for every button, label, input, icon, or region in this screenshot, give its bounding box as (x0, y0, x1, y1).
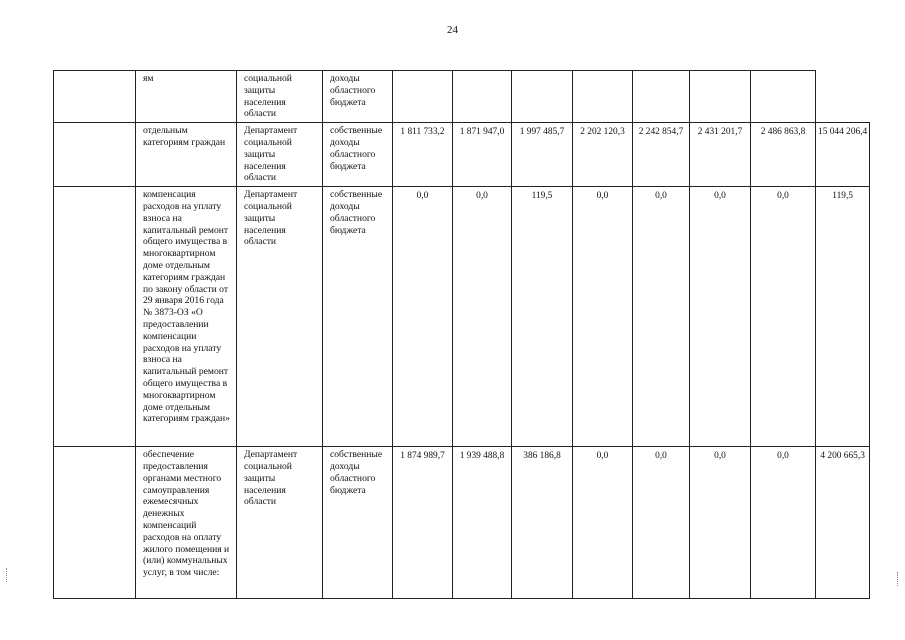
value-cell: 0,0 (633, 447, 690, 599)
value-cell: 119,5 (512, 187, 573, 447)
page-number: 24 (447, 24, 458, 36)
row-empty-cell (54, 187, 136, 447)
value-cell: 0,0 (453, 187, 512, 447)
value-cell: 1 811 733,2 (393, 123, 453, 187)
row-empty-cell (54, 447, 136, 599)
source-cell: собственные доходы областного бюджета (323, 187, 393, 447)
value-cell (633, 71, 690, 123)
value-cell: 0,0 (690, 447, 751, 599)
value-cell: 0,0 (751, 447, 816, 599)
department-cell: Департамент социальной защиты населения области (237, 447, 323, 599)
value-cell: 2 431 201,7 (690, 123, 751, 187)
value-cell (751, 71, 816, 123)
total-cell: 15 044 206,4 (816, 123, 870, 187)
table-row (54, 447, 870, 599)
value-cell: 386 186,8 (512, 447, 573, 599)
table-row (54, 71, 870, 123)
row-empty-cell (54, 71, 136, 123)
program-cell: отдельным категориям граждан (136, 123, 237, 187)
value-cell: 0,0 (751, 187, 816, 447)
value-cell: 0,0 (690, 187, 751, 447)
value-cell: 2 486 863,8 (751, 123, 816, 187)
value-cell (512, 71, 573, 123)
program-cell: компенсация расходов на уплату взноса на капитальный ремонт общего имущества в многоквартирном доме отдельным категориям граждан по закону области от 29 января 2016 года № 3873-ОЗ «О предоставлении компенсации расходов на уплату взноса на капитальный ремонт общего имущества в многоквартирном доме отдельным категориям граждан» (136, 187, 237, 447)
total-cell: 119,5 (816, 187, 870, 447)
value-cell (573, 71, 633, 123)
table-row (54, 123, 870, 187)
budget-table (53, 70, 870, 599)
row-empty-cell (54, 123, 136, 187)
source-cell: доходы областного бюджета (323, 71, 393, 123)
value-cell: 1 939 488,8 (453, 447, 512, 599)
department-cell: Департамент социальной защиты населения области (237, 187, 323, 447)
program-cell: обеспечение предоставления органами местного самоуправления ежемесячных денежных компенсаций расходов на оплату жилого помещения и (или) коммунальных услуг, в том числе: (136, 447, 237, 599)
value-cell: 1 997 485,7 (512, 123, 573, 187)
value-cell: 0,0 (573, 187, 633, 447)
value-cell: 2 242 854,7 (633, 123, 690, 187)
department-cell: социальной защиты населения области (237, 71, 323, 123)
source-cell: собственные доходы областного бюджета (323, 123, 393, 187)
value-cell (453, 71, 512, 123)
total-cell: 4 200 665,3 (816, 447, 870, 599)
source-cell: собственные доходы областного бюджета (323, 447, 393, 599)
value-cell (690, 71, 751, 123)
value-cell (393, 71, 453, 123)
department-cell: Департамент социальной защиты населения области (237, 123, 323, 187)
value-cell: 1 871 947,0 (453, 123, 512, 187)
table-row (54, 187, 870, 447)
value-cell: 1 874 989,7 (393, 447, 453, 599)
value-cell: 0,0 (633, 187, 690, 447)
value-cell: 2 202 120,3 (573, 123, 633, 187)
scan-mark-right (897, 572, 900, 586)
value-cell: 0,0 (393, 187, 453, 447)
value-cell: 0,0 (573, 447, 633, 599)
scan-mark-left (6, 568, 9, 582)
program-cell: ям (136, 71, 237, 123)
